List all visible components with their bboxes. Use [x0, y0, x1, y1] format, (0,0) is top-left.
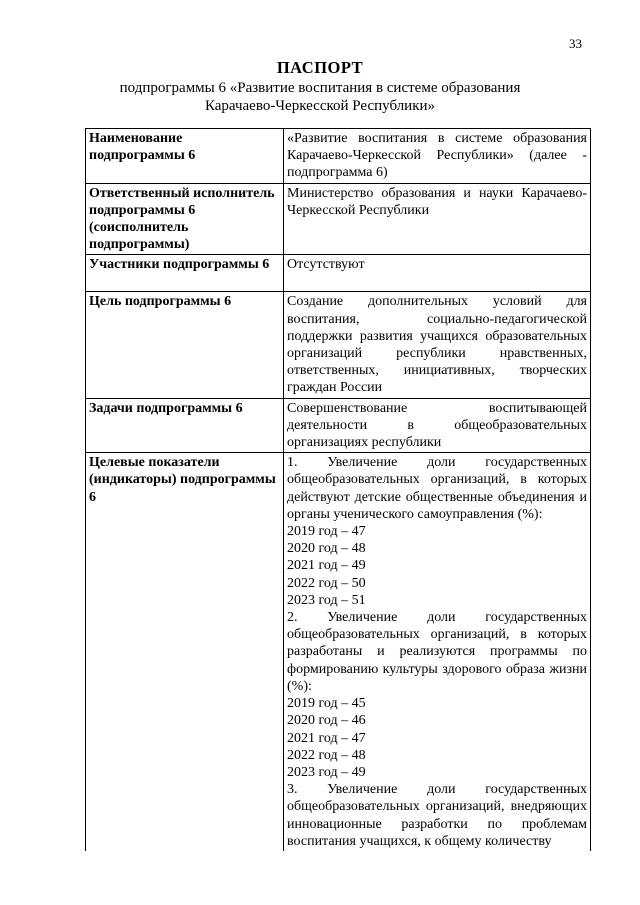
row-label-indicators: Целевые показатели (индикаторы) подпрограммы 6	[86, 453, 284, 851]
table-row	[86, 398, 591, 453]
subtitle-line: подпрограммы 6 «Развитие воспитания в системе образования	[119, 80, 521, 96]
row-value-goal	[284, 292, 591, 398]
indicator-year-value: 2021 год – 47	[287, 730, 366, 746]
subtitle-line: Карачаево-Черкесской Республики»	[204, 98, 436, 114]
row-value-name	[284, 129, 591, 184]
indicator-year-value: 2020 год – 48	[287, 541, 366, 557]
row-label-executor: Ответственный исполнитель подпрограммы 6 (соисполнитель подпрограммы)	[86, 183, 284, 255]
page-number: 33	[569, 36, 582, 51]
row-label-goal: Цель подпрограммы 6	[86, 292, 284, 398]
row-value-executor	[284, 183, 591, 255]
indicator-year-value: 2021 год – 49	[287, 558, 366, 574]
indicator-year-value: 2022 год – 48	[287, 747, 366, 763]
row-label-participants: Участники подпрограммы 6	[86, 255, 284, 292]
row-value-tasks	[284, 398, 591, 453]
row-label-tasks: Задачи подпрограммы 6	[86, 398, 284, 453]
document-title: ПАСПОРТ	[276, 58, 364, 77]
table-row	[86, 255, 591, 292]
row-value-indicators	[284, 453, 591, 851]
passport-table	[85, 128, 591, 851]
indicator-year-value: 2020 год – 46	[287, 713, 366, 729]
value-line: Отсутствуют	[287, 257, 365, 273]
table-row	[86, 129, 591, 184]
indicator-item: 1. Увеличение доли государственных общеобразовательных организаций, в которых действуют детские общественные объединения и органы ученического самоуправления (%):	[287, 455, 587, 522]
indicator-year-value: 2022 год – 50	[287, 575, 366, 591]
indicator-item: 3. Увеличение доли государственных общеобразовательных организаций, внедряющих инновационные разработки по проблемам воспитания учащихся, к общему количеству	[287, 782, 587, 849]
indicator-year-value: 2023 год – 51	[287, 592, 366, 608]
row-label-name: Наименование подпрограммы 6	[86, 129, 284, 184]
value-line: Создание дополнительных условий для воспитания, социально-педагогической поддержки развития учащихся образовательных организаций республики нравственных, ответственных, инициативных, творческих граждан России	[287, 294, 587, 396]
table-row	[86, 183, 591, 255]
indicator-year-value: 2019 год – 47	[287, 524, 366, 540]
value-line: «Развитие воспитания в системе образования Карачаево-Черкесской Республики» (далее - подпрограмма 6)	[287, 131, 587, 181]
table-row	[86, 292, 591, 398]
table-row	[86, 453, 591, 851]
row-value-participants	[284, 255, 591, 292]
indicator-item: 2. Увеличение доли государственных общеобразовательных организаций, в которых разработаны и реализуются программы по формированию культуры здорового образа жизни (%):	[287, 610, 587, 694]
document-subtitle	[80, 79, 560, 115]
indicator-year-value: 2019 год – 45	[287, 696, 366, 712]
value-line: Министерство образования и науки Карачаево-Черкесской Республики	[287, 185, 587, 218]
indicator-year-value: 2023 год – 49	[287, 764, 366, 780]
value-line: Совершенствование воспитывающей деятельности в общеобразовательных организациях республики	[287, 400, 587, 451]
